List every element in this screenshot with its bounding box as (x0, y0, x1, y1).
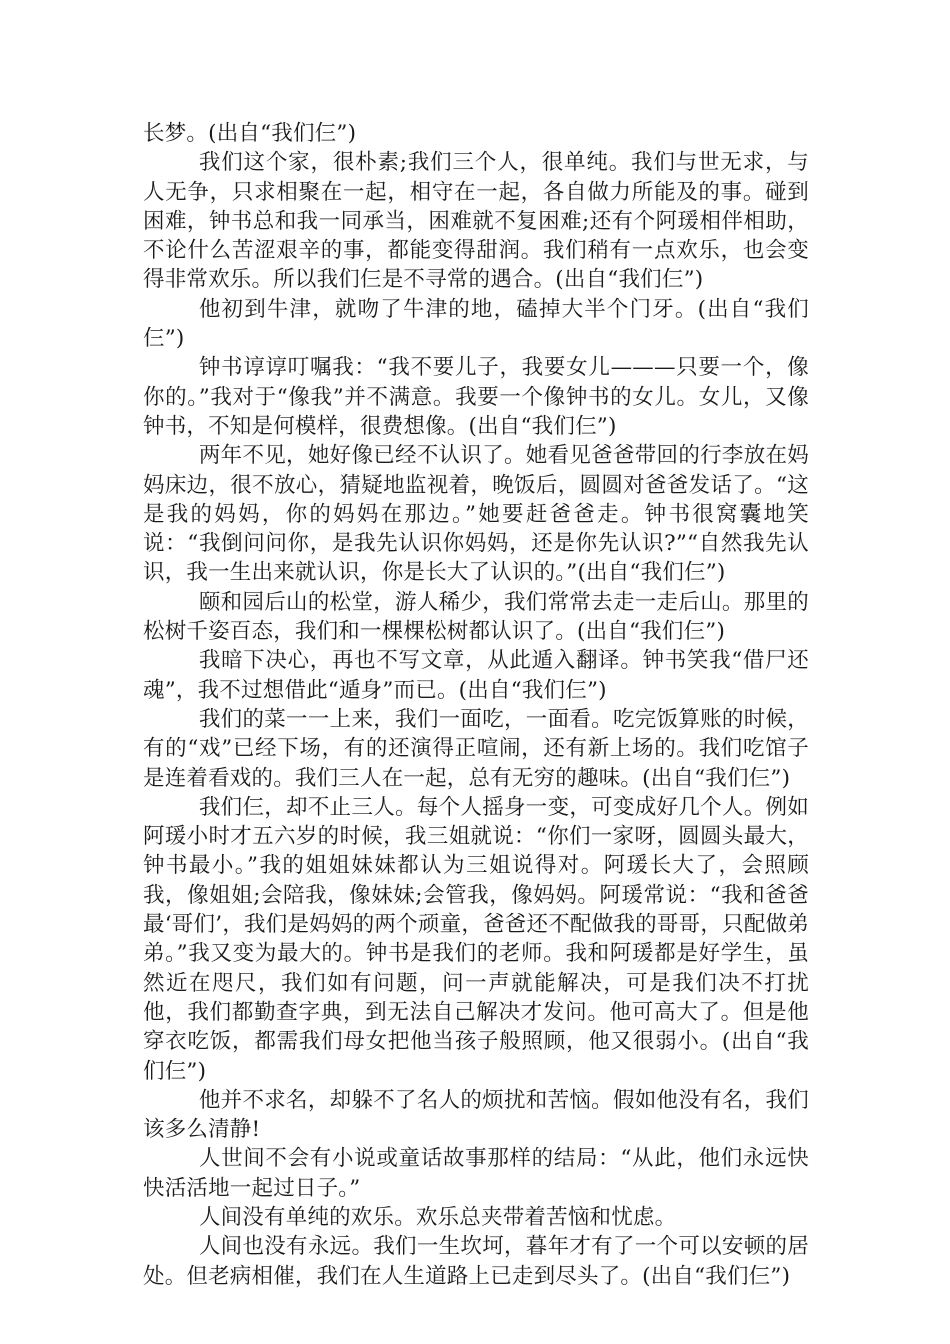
paragraph-11: 人世间不会有小说或童话故事那样的结局：“从此，他们永远快快活活地一起过日子。” (143, 1146, 809, 1201)
document-body (143, 119, 809, 1291)
paragraph-6: 颐和园后山的松堂，游人稀少，我们常常去走一走后山。那里的松树千姿百态，我们和一棵棵松树都认识了。(出自“我们仨”) (143, 589, 809, 645)
paragraph-5: 两年不见，她好像已经不认识了。她看见爸爸带回的行李放在妈妈床边，很不放心，猜疑地监视着，晚饭后，圆圆对爸爸发话了。“这是我的妈妈，你的妈妈在那边。”她要赶爸爸走。钟书很窝囊地笑说：“我倒问问你，是我先认识你妈妈，还是你先认识?”“自然我先认识，我一生出来就认识，你是长大了认识的。”(出自“我们仨”) (143, 443, 809, 586)
paragraph-7: 我暗下决心，再也不写文章，从此遁入翻译。钟书笑我“借尸还魂”，我不过想借此“遁身”而已。(出自“我们仨”) (143, 648, 809, 703)
paragraph-13: 人间也没有永远。我们一生坎坷，暮年才有了一个可以安顿的居处。但老病相催，我们在人生道路上已走到尽头了。(出自“我们仨”) (143, 1234, 809, 1289)
paragraph-3: 他初到牛津，就吻了牛津的地，磕掉大半个门牙。(出自“我们仨”) (143, 296, 809, 352)
paragraph-8: 我们的菜一一上来，我们一面吃，一面看。吃完饭算账的时候，有的“戏”已经下场，有的还演得正喧闹，还有新上场的。我们吃馆子是连着看戏的。我们三人在一起，总有无穷的趣味。(出自“我们仨”) (143, 706, 809, 791)
paragraph-2: 我们这个家，很朴素;我们三个人，很单纯。我们与世无求，与人无争，只求相聚在一起，相守在一起，各自做力所能及的事。碰到困难，钟书总和我一同承当，困难就不复困难;还有个阿瑗相伴相助，不论什么苦涩艰辛的事，都能变得甜润。我们稍有一点欢乐，也会变得非常欢乐。所以我们仨是不寻常的遇合。(出自“我们仨”) (143, 150, 809, 293)
paragraph-12: 人间没有单纯的欢乐。欢乐总夹带着苦恼和忧虑。 (198, 1204, 677, 1230)
paragraph-4: 钟书谆谆叮嘱我：“我不要儿子，我要女儿———只要一个，像你的。”我对于“像我”并不满意。我要一个像钟书的女儿。女儿，又像钟书，不知是何模样，很费想像。(出自“我们仨”) (143, 355, 809, 439)
paragraph-10: 他并不求名，却躲不了名人的烦扰和苦恼。假如他没有名，我们该多么清静! (143, 1087, 809, 1143)
paragraph-1: 长梦。(出自“我们仨”) (143, 121, 357, 146)
paragraph-9: 我们仨，却不止三人。每个人摇身一变，可变成好几个人。例如阿瑗小时才五六岁的时候，我三姐就说：“你们一家呀，圆圆头最大，钟书最小。”我的姐姐妹妹都认为三姐说得对。阿瑗长大了，会照顾我，像姐姐;会陪我，像妹妹;会管我，像妈妈。阿瑗常说：“我和爸爸最‘哥们’，我们是妈妈的两个顽童，爸爸还不配做我的哥哥，只配做弟弟。”我又变为最大的。钟书是我们的老师。我和阿瑗都是好学生，虽然近在咫尺，我们如有问题，问一声就能解决，可是我们决不打扰他，我们都勤查字典，到无法自己解决才发问。他可高大了。但是他穿衣吃饭，都需我们母女把他当孩子般照顾，他又很弱小。(出自“我们仨”) (143, 794, 809, 1084)
